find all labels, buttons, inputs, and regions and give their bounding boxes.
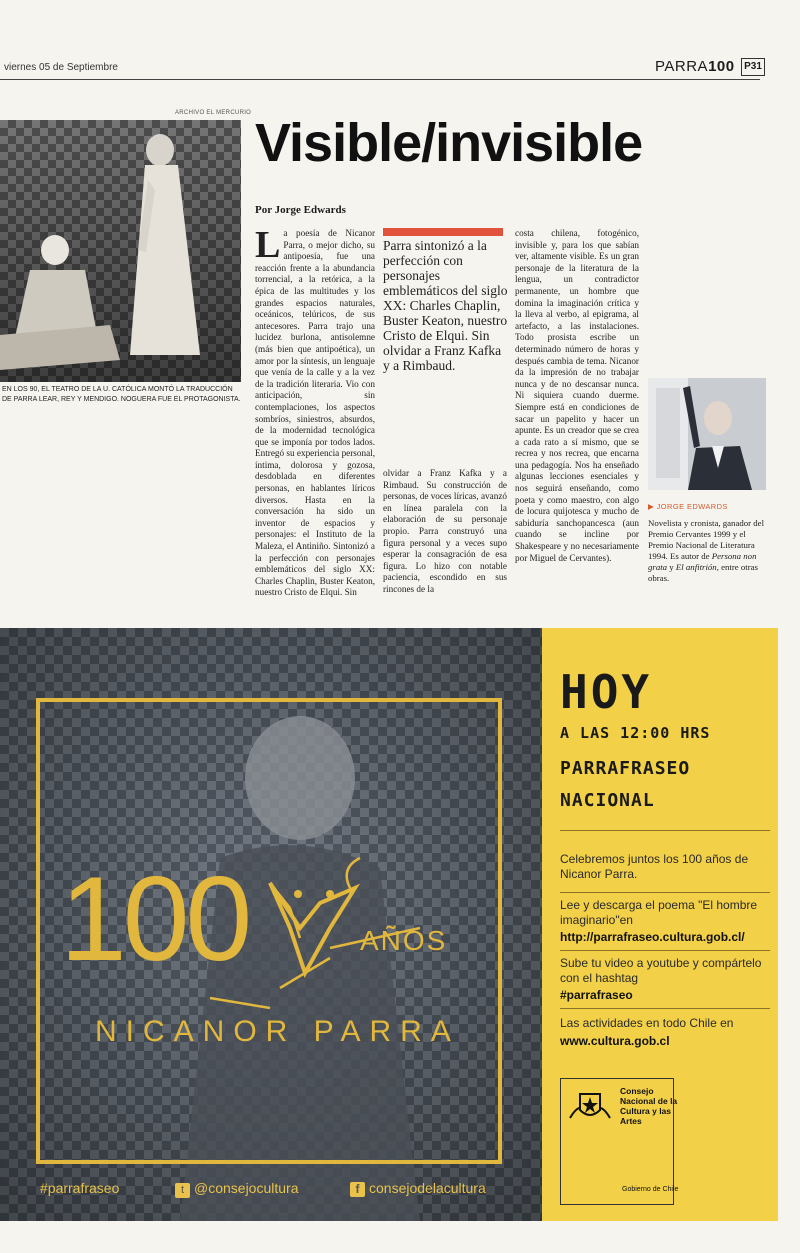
section-label: PARRA100 [655,58,735,75]
ad-divider [560,892,770,893]
ad-url-cultura[interactable]: www.cultura.gob.cl [560,1034,670,1048]
pullquote-accent-bar [383,228,503,236]
drop-cap: L [255,224,281,266]
ad-url-poem[interactable]: http://parrafraseo.cultura.gob.cl/ [560,930,745,944]
ad-social-hashtag[interactable]: #parrafraseo [40,1180,120,1196]
facebook-icon: f [350,1182,365,1197]
ad-text-celebrate: Celebremos juntos los 100 años de Nicanor Parra. [560,852,749,881]
ad-hoy: HOY [560,665,653,719]
book-title: Persona non grata [648,551,757,572]
pullquote: Parra sintonizó a la perfección con personajes emblemáticos del siglo XX: Charles Chaplin, Buster Keaton, nuestro Cristo de Elqui. Sin olvidar a Franz Kafka y a Rimbaud. [383,238,508,373]
photo-caption: EN LOS 90, EL TEATRO DE LA U. CATÓLICA MONTÓ LA TRADUCCIÓN DE PARRA LEAR, REY Y MENDIGO. NOGUERA FUE EL PROTAGONISTA. [2,386,241,403]
author-bio: Novelista y cronista, ganador del Premio Cervantes 1999 y el Premio Nacional de Literatura 1994. Es autor de Persona non grata y El anfitrión, entre otras obras. [648,518,765,583]
issue-date: viernes 05 de Septiembre [4,62,118,73]
twitter-icon: t [175,1183,190,1198]
ad-time: A LAS 12:00 HRS [560,724,711,742]
article-headline: Visible/invisible [255,113,643,173]
article-column-3: costa chilena, fotogénico, invisible y, para los que sabían ver, altamente visible. Es un gran personaje de la literatura de la lengua, un contradictor permanente, un hombre que domina la imaginación crítica y la lleva al verbo, al epigrama, al artefacto, a las instalaciones. Todo prosista escribe un determinado número de horas y después cambia de tema. Nicanor da la impresión de no trabajar nunca y de no descansar nunca. Ni siquiera cuando duerme. Siempre está en condiciones de sacar un papelito y hacer un apunte. Es un creador que se crea a cada rato a sí mismo, que se recrea y nos recrea, que encarna una pedagogía. Nos ha enseñado algunas lecciones esenciales y nos seguirá enseñando, como poeta y como maestro, con algo de locura quijotesca y mucho de sabiduría sanchopancesca (aun cuando se incline por Shakespeare y no necesariamente por Miguel de Cervantes). [515,228,639,563]
ad-divider [560,830,770,831]
ad-divider [560,1008,770,1009]
ad-text-poem: Lee y descarga el poema "El hombre imaginario"en [560,898,758,927]
author-photo [648,378,766,490]
chile-coat-of-arms-icon [566,1088,614,1124]
ad-hashtag[interactable]: #parrafraseo [560,988,633,1002]
org-name: Consejo Nacional de la Cultura y las Artes [620,1086,678,1126]
book-title: El anfitrión [675,562,717,572]
gov-name: Gobierno de Chile [622,1186,679,1193]
ad-text-video: Sube tu video a youtube y compártelo con el hashtag [560,956,762,985]
ad-event-title: PARRAFRASEO [560,758,691,779]
ad-logo-number: 100 [60,852,249,986]
ad-text-activities: Las actividades en todo Chile en [560,1016,734,1030]
ad-event-title-2: NACIONAL [560,790,655,811]
ad-divider [560,950,770,951]
ad-facebook[interactable]: f consejodelacultura [350,1180,486,1197]
author-label: ▶ JORGE EDWARDS [648,502,728,511]
page-number: P31 [741,58,765,76]
header-rule [0,79,760,80]
article-column-1 [255,224,375,599]
theater-photo [0,120,241,382]
column-1-text: a poesía de Nicanor Parra, o mejor dicho, su antipoesía, fue una reacción frente a la abundancia torrencial, a la retórica, a la épica de las multitudes y los grandes espacios naturales, oceánicos, telúricos, de sus antecesores. Parra trajo una lucidez burlona, antisolemne (más bien que antipoética), un amor por la síntesis, un lenguaje que venía de la calle y a la vez de la tradición literaria. Vio con anticipación, sin contemplaciones, los aspectos sombríos, siniestros, absurdos, de la modernidad tecnológica que se imponía por todos lados. Entregó su experiencia personal, íntima, dolorosa y gozosa, desdoblada en diferentes personas, en hablantes líricos diversos. Hasta en la conversación ha sido un inventor de espacios y personajes: el Instituto de la Maleza, el Antiniño. Sintonizó a la perfección con personajes emblemáticos del siglo XX: Charles Chaplin, Buster Keaton, nuestro Cristo de Elqui. Sin [255,228,375,598]
ad-logo-word: AÑOS [360,925,448,956]
ad-twitter[interactable]: t @consejocultura [175,1180,299,1198]
ad-logo-name: NICANOR PARRA [95,1015,460,1048]
photo-credit: ARCHIVO EL MERCURIO [175,110,252,116]
article-column-2: olvidar a Franz Kafka y a Rimbaud. Su construcción de personas, de voces líricas, avanzó en línea paralela con la elaboración de su personaje propio. Parra construyó una figura personal y a veces supo esperar la consagración de esa figura. Lo hizo con notable paciencia, escondido en sus rincones de la [383,468,507,594]
article-byline: Por Jorge Edwards [255,204,346,216]
